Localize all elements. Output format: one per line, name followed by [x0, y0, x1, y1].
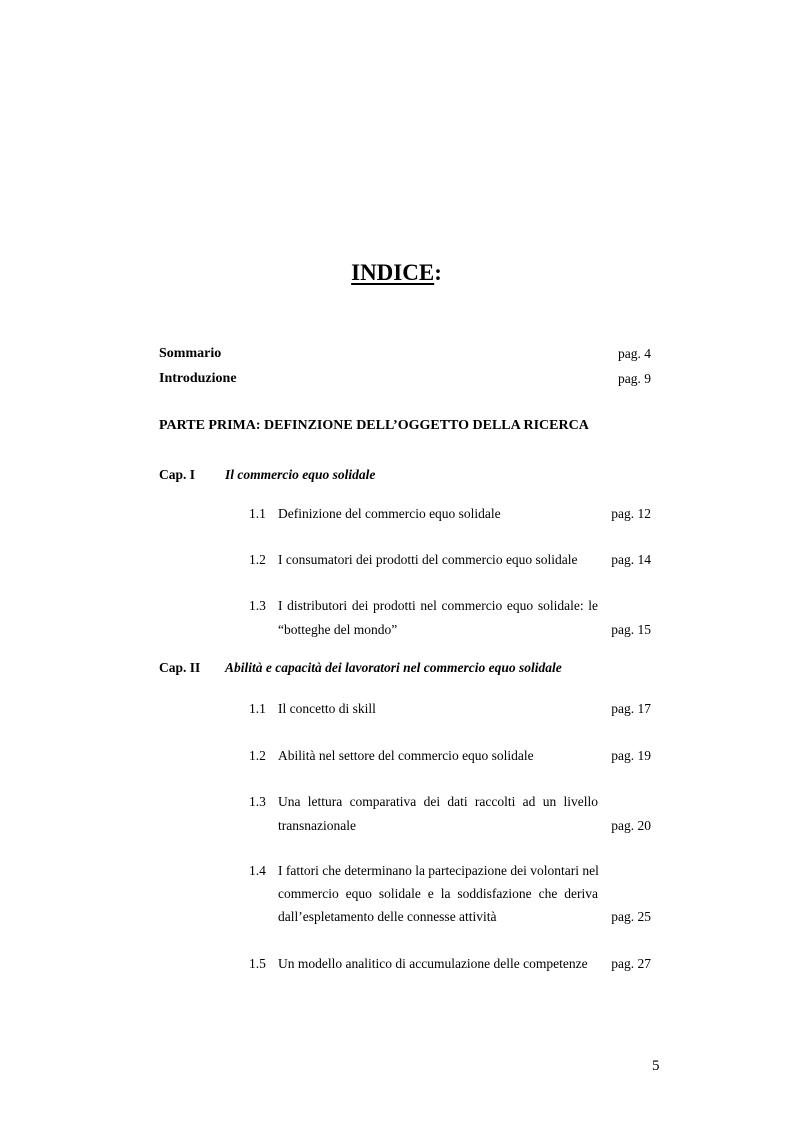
- section-number: 1.3: [249, 794, 266, 809]
- section-page: pag. 20: [611, 818, 651, 833]
- section-title-line-3[interactable]: dall’espletamento delle connesse attività: [278, 909, 497, 924]
- toc-introduzione-label[interactable]: Introduzione: [159, 371, 237, 386]
- chapter-2-title[interactable]: Abilità e capacità dei lavoratori nel commercio equo solidale: [225, 660, 562, 675]
- section-number: 1.5: [249, 956, 266, 971]
- section-title[interactable]: Il concetto di skill: [278, 701, 376, 716]
- section-number: 1.2: [249, 748, 266, 763]
- title-suffix: :: [434, 260, 442, 285]
- page-title: [0, 258, 793, 288]
- section-title-line-2[interactable]: “botteghe del mondo”: [278, 622, 398, 637]
- section-number: 1.1: [249, 506, 266, 521]
- section-title[interactable]: Un modello analitico di accumulazione delle competenze: [278, 956, 588, 971]
- section-title-line-2[interactable]: transnazionale: [278, 818, 356, 833]
- section-title[interactable]: Abilità nel settore del commercio equo solidale: [278, 748, 534, 763]
- section-title-line-1[interactable]: Una lettura comparativa dei dati raccolti ad un livello: [278, 794, 598, 809]
- section-page: pag. 15: [611, 622, 651, 637]
- chapter-1-title[interactable]: Il commercio equo solidale: [225, 467, 376, 482]
- section-page: pag. 12: [611, 506, 651, 521]
- section-page: pag. 19: [611, 748, 651, 763]
- section-title[interactable]: I consumatori dei prodotti del commercio equo solidale: [278, 552, 578, 567]
- page-number: 5: [652, 1058, 660, 1074]
- chapter-1-label: Cap. I: [159, 467, 196, 482]
- section-number: 1.4: [249, 863, 266, 878]
- section-title[interactable]: Definizione del commercio equo solidale: [278, 506, 501, 521]
- section-title-line-1[interactable]: I distributori dei prodotti nel commercio equo solidale: le: [278, 598, 598, 613]
- section-page: pag. 17: [611, 701, 651, 716]
- section-number: 1.2: [249, 552, 266, 567]
- section-title-line-2[interactable]: commercio equo solidale e la soddisfazione che deriva: [278, 886, 598, 901]
- section-page: pag. 14: [611, 552, 651, 567]
- section-title-line-1[interactable]: I fattori che determinano la partecipazione dei volontari nel: [278, 863, 599, 878]
- section-number: 1.3: [249, 598, 266, 613]
- toc-sommario-label[interactable]: Sommario: [159, 346, 222, 361]
- toc-sommario-page: pag. 4: [618, 346, 651, 361]
- part-one-heading: PARTE PRIMA: DEFINZIONE DELL’OGGETTO DELLA RICERCA: [159, 418, 589, 433]
- title-main: INDICE: [351, 260, 435, 285]
- section-page: pag. 25: [611, 909, 651, 924]
- section-page: pag. 27: [611, 956, 651, 971]
- section-number: 1.1: [249, 701, 266, 716]
- toc-introduzione-page: pag. 9: [618, 371, 651, 386]
- chapter-2-label: Cap. II: [159, 660, 201, 675]
